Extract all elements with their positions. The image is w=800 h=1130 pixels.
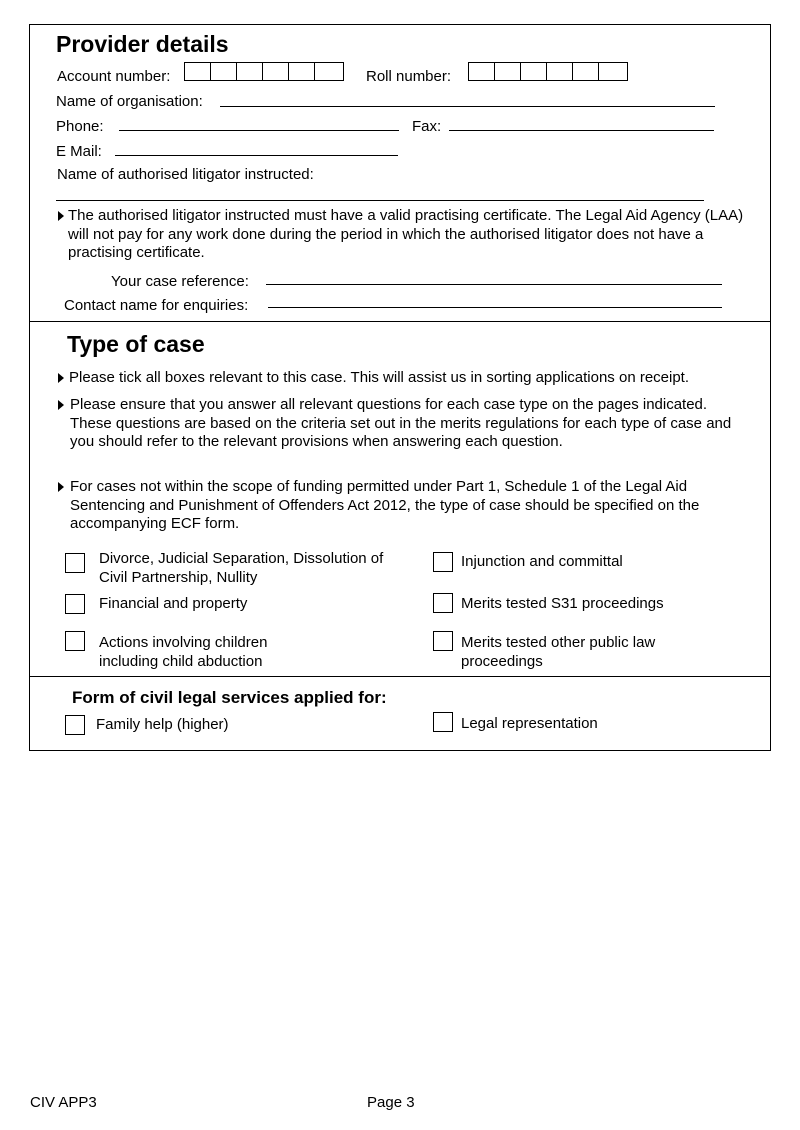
- section-divider: [29, 676, 771, 677]
- type-of-case-title: Type of case: [67, 331, 205, 357]
- bullet-arrow-icon: [58, 400, 64, 410]
- option-legal-representation-label: Legal representation: [461, 715, 598, 732]
- account-number-boxes[interactable]: [184, 62, 344, 81]
- page-number: Page 3: [367, 1094, 415, 1111]
- option-children-label: Actions involving children including child abduction: [99, 634, 268, 670]
- contact-name-label: Contact name for enquiries:: [64, 297, 249, 314]
- checkbox-financial[interactable]: [65, 594, 85, 614]
- litigator-field[interactable]: [56, 200, 704, 201]
- account-number-label: Account number:: [57, 68, 171, 85]
- bullet-arrow-icon: [58, 211, 64, 221]
- roll-number-label: Roll number:: [366, 68, 452, 85]
- form-code: CIV APP3: [30, 1094, 97, 1111]
- organisation-field[interactable]: [220, 106, 715, 107]
- checkbox-public-law[interactable]: [433, 631, 453, 651]
- case-bullet-1: Please tick all boxes relevant to this case. This will assist us in sorting applications on receipt.: [69, 369, 690, 386]
- roll-number-boxes[interactable]: [468, 62, 628, 81]
- phone-field[interactable]: [119, 130, 399, 131]
- section-divider: [29, 321, 771, 322]
- services-title: Form of civil legal services applied for:: [72, 688, 387, 707]
- option-financial-label: Financial and property: [99, 595, 248, 612]
- litigator-label: Name of authorised litigator instructed:: [57, 166, 314, 183]
- contact-name-field[interactable]: [268, 307, 722, 308]
- option-s31-label: Merits tested S31 proceedings: [461, 595, 664, 612]
- email-label: E Mail:: [56, 143, 102, 160]
- bullet-arrow-icon: [58, 482, 64, 492]
- provider-details-title: Provider details: [56, 31, 229, 57]
- checkbox-divorce[interactable]: [65, 553, 85, 573]
- checkbox-children[interactable]: [65, 631, 85, 651]
- bullet-arrow-icon: [58, 373, 64, 383]
- fax-field[interactable]: [449, 130, 714, 131]
- litigator-note: The authorised litigator instructed must have a valid practising certificate. The Legal Aid Agency (LAA) will not pay for any work done during the period in which the authorised litigator does not have a practising certificate.: [68, 207, 744, 261]
- checkbox-s31[interactable]: [433, 593, 453, 613]
- option-family-help-label: Family help (higher): [96, 716, 229, 733]
- phone-label: Phone:: [56, 118, 104, 135]
- checkbox-injunction[interactable]: [433, 552, 453, 572]
- email-field[interactable]: [115, 155, 398, 156]
- option-divorce-label: Divorce, Judicial Separation, Dissolution of Civil Partnership, Nullity: [99, 550, 384, 586]
- fax-label: Fax:: [412, 118, 442, 135]
- organisation-label: Name of organisation:: [56, 93, 203, 110]
- option-injunction-label: Injunction and committal: [461, 553, 623, 570]
- case-bullet-3: For cases not within the scope of funding permitted under Part 1, Schedule 1 of the Legal Aid Sentencing and Punishment of Offenders Act 2012, the type of case should be specified on the accompanying ECF form.: [70, 478, 700, 532]
- option-public-law-label: Merits tested other public law proceedings: [461, 634, 656, 670]
- case-bullet-2: Please ensure that you answer all relevant questions for each case type on the pages indicated. These questions are based on the criteria set out in the merits regulations for each type of case and you should refer to the relevant provisions when answering each question.: [70, 396, 732, 450]
- checkbox-family-help[interactable]: [65, 715, 85, 735]
- case-reference-field[interactable]: [266, 284, 722, 285]
- checkbox-legal-representation[interactable]: [433, 712, 453, 732]
- case-reference-label: Your case reference:: [111, 273, 249, 290]
